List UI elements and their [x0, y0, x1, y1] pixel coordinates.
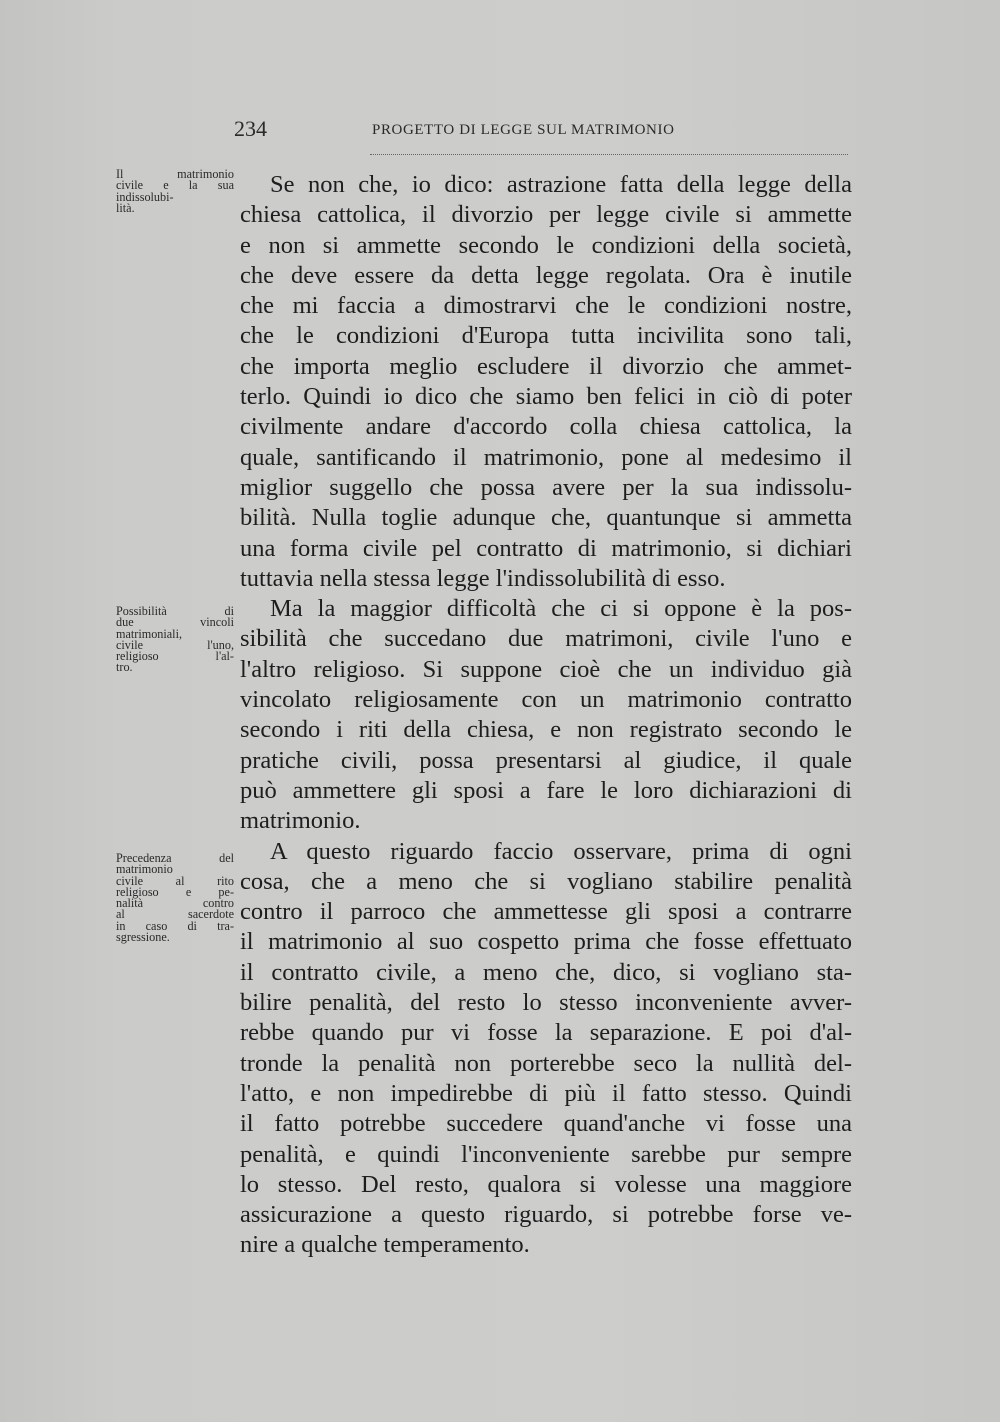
text-line: cosa, che a meno che si vogliano stabilire penalità	[240, 867, 852, 895]
margin-note-line: Possibilità di	[116, 604, 234, 618]
text-line: che deve essere da detta legge regolata. Ora è inutile	[240, 261, 852, 289]
text-line: il matrimonio al suo cospetto prima che fosse effettuato	[240, 928, 852, 956]
text-line: Ma la maggior difficoltà che ci si oppone è la pos-	[270, 595, 852, 623]
margin-note-line: civile l'uno,	[116, 637, 234, 652]
text-line: il fatto potrebbe succedere quand'anche vi fosse una	[240, 1110, 852, 1138]
text-line: l'atto, e non impedirebbe di più il fatto stesso. Quindi	[240, 1079, 852, 1107]
text-line: tronde la penalità non porterebbe seco la nullità del-	[240, 1049, 852, 1077]
header-rule	[370, 154, 848, 155]
margin-note-line: due vincoli	[116, 615, 234, 630]
margin-note-line: civile e la sua	[116, 178, 234, 193]
text-line: Se non che, io dico: astrazione fatta della legge della	[270, 171, 852, 198]
margin-note-line: lità.	[116, 200, 135, 215]
text-line: matrimonio.	[240, 807, 361, 835]
text-line: che le condizioni d'Europa tutta incivilita sono tali,	[240, 322, 852, 350]
text-line: il contratto civile, a meno che, dico, si vogliano sta-	[240, 958, 852, 986]
margin-note-line: sgressione.	[116, 930, 170, 945]
margin-note-line: nalità contro	[116, 896, 234, 911]
text-line: vincolato religiosamente con un matrimonio contratto	[240, 686, 852, 714]
margin-note-line: religioso l'al-	[116, 649, 234, 664]
margin-note-line: in caso di tra-	[116, 918, 234, 933]
margin-note-line: Precedenza del	[116, 851, 234, 865]
margin-note-line: indissolubi-	[116, 189, 174, 204]
page-number: 234	[234, 116, 267, 141]
text-line: una forma civile pel contratto di matrimonio, si dichiari	[240, 534, 852, 562]
text-line: pratiche civili, possa presentarsi al giudice, il quale	[240, 746, 852, 774]
text-line: penalità, e quindi l'inconveniente sarebbe pur sempre	[240, 1140, 852, 1168]
margin-note-two-bonds	[116, 606, 234, 674]
text-line: l'altro religioso. Si suppone cioè che un individuo già	[240, 655, 852, 683]
text-line: bilire penalità, del resto lo stesso inconveniente avver-	[240, 989, 852, 1017]
text-line: terlo. Quindi io dico che siamo ben felici in ciò di poter	[240, 383, 852, 411]
text-line: civilmente andare d'accordo colla chiesa cattolica, la	[240, 413, 852, 441]
text-line: assicurazione a questo riguardo, si potrebbe forse ve-	[240, 1201, 852, 1229]
margin-note-line: al sacerdote	[116, 907, 234, 922]
margin-note-line: Il matrimonio	[116, 167, 234, 181]
text-line: lo stesso. Del resto, qualora si volesse una maggiore	[240, 1170, 852, 1198]
margin-note-precedence	[116, 853, 234, 943]
text-line: che mi faccia a dimostrarvi che le condizioni nostre,	[240, 292, 852, 320]
margin-note-line: matrimoniali,	[116, 626, 183, 641]
text-line: rebbe quando pur vi fosse la separazione. E poi d'al-	[240, 1019, 852, 1047]
text-line: sibilità che succedano due matrimoni, civile l'uno e	[240, 625, 852, 653]
text-line: miglior suggello che possa avere per la sua indissolu-	[240, 473, 852, 501]
text-line: A questo riguardo faccio osservare, prima di ogni	[270, 837, 852, 865]
margin-note-line: tro.	[116, 660, 133, 675]
body-text	[240, 170, 852, 1261]
margin-note-line: matrimonio	[116, 862, 173, 877]
text-line: che importa meglio escludere il divorzio che ammet-	[240, 352, 852, 380]
text-line: chiesa cattolica, il divorzio per legge civile si ammette	[240, 201, 852, 229]
text-line: contro il parroco che ammettesse gli sposi a contrarre	[240, 898, 852, 926]
margin-note-line: religioso e pe-	[116, 884, 234, 899]
text-line: e non si ammette secondo le condizioni della società,	[240, 231, 852, 259]
text-line: può ammettere gli sposi a fare le loro dichiarazioni di	[240, 776, 852, 804]
text-line: nire a qualche temperamento.	[240, 1231, 530, 1259]
page-header	[234, 112, 848, 152]
text-line: tuttavia nella stessa legge l'indissolubilità di esso.	[240, 564, 726, 592]
margin-note-line: civile al rito	[116, 873, 234, 888]
margin-note-civil-marriage	[116, 169, 234, 214]
text-line: secondo i riti della chiesa, e non registrato secondo le	[240, 716, 852, 744]
running-head: PROGETTO DI LEGGE SUL MATRIMONIO	[372, 122, 675, 138]
text-line: quale, santificando il matrimonio, pone al medesimo il	[240, 443, 852, 471]
text-line: bilità. Nulla toglie adunque che, quantunque si ammetta	[240, 504, 852, 532]
